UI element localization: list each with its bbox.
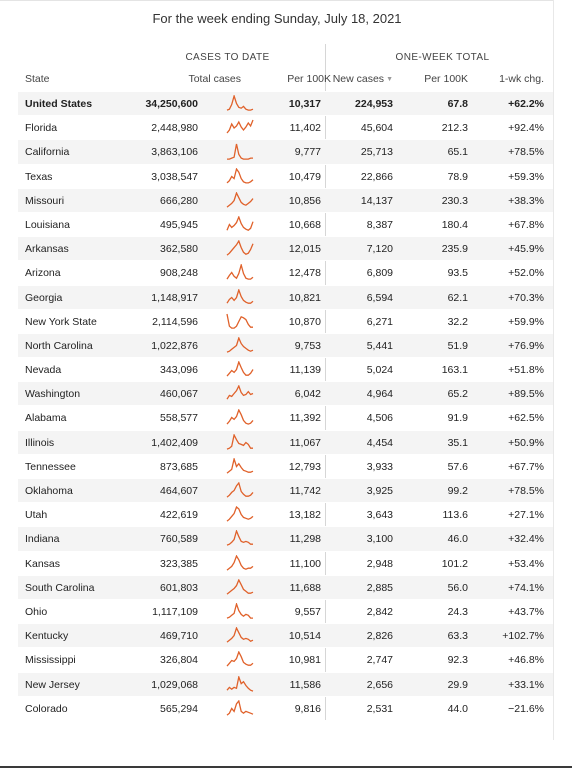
table-header [18,73,553,90]
sparkline-chart [226,627,254,645]
total-cases: 601,803 [160,581,198,594]
cases-per-100k: 11,586 [289,678,321,691]
total-cases: 362,580 [160,243,198,256]
header-new-cases-label: New cases [332,73,385,85]
table-row [18,115,553,139]
total-cases: 1,029,068 [151,678,198,691]
sparkline-series [227,531,253,545]
total-cases: 760,589 [160,533,198,546]
week-per-100k: 230.3 [441,194,468,207]
new-cases: 8,387 [366,218,393,231]
total-cases: 873,685 [160,460,198,473]
one-week-change: +45.9% [508,243,544,256]
one-week-change: +33.1% [508,678,544,691]
sparkline-chart [226,434,254,452]
sparkline-chart [226,337,254,355]
sparkline-chart [226,313,254,331]
new-cases: 2,656 [366,678,393,691]
one-week-change: +52.0% [508,267,544,280]
new-cases: 2,842 [366,605,393,618]
week-per-100k: 113.6 [442,509,468,522]
state-name: Oklahoma [25,485,73,497]
state-name: Colorado [25,702,68,715]
week-per-100k: 46.0 [447,533,468,546]
cases-per-100k: 13,182 [288,509,321,522]
sparkline-chart [226,676,254,694]
week-per-100k: 212.3 [441,122,468,135]
total-cases: 460,067 [160,388,198,401]
sparkline-series [227,628,253,642]
cases-per-100k: 9,777 [294,146,321,159]
total-cases: 323,385 [160,557,198,570]
new-cases: 2,948 [366,557,393,570]
week-per-100k: 163.1 [441,364,468,377]
state-name: Texas [25,170,53,183]
sparkline-series [227,410,253,424]
new-cases: 2,885 [366,581,393,594]
header-one-week-change[interactable]: 1-wk chg. [499,73,544,85]
sparkline-series [227,556,253,570]
cases-per-100k: 11,392 [289,412,321,425]
week-per-100k: 235.9 [441,243,468,256]
new-cases: 6,809 [366,267,393,280]
sparkline-series [227,604,253,618]
sparkline-chart [226,240,254,258]
group-header-one-week-total: ONE-WEEK TOTAL [395,52,490,63]
sparkline-series [227,483,253,497]
cases-per-100k: 9,753 [294,339,321,352]
cases-per-100k: 11,688 [289,581,321,594]
state-name: Kansas [25,557,61,570]
cases-per-100k: 10,870 [288,315,321,328]
week-per-100k: 63.3 [447,630,468,643]
sparkline-chart [226,700,254,718]
state-name: California [25,146,70,159]
cases-per-100k: 11,298 [289,533,321,546]
week-per-100k: 65.1 [447,146,468,159]
sparkline-series [227,459,253,473]
table-row [18,647,553,671]
total-cases: 1,402,409 [151,436,198,449]
sparkline-chart [226,603,254,621]
table-row [18,478,553,502]
cases-per-100k: 10,668 [288,218,321,231]
state-name: Florida [25,122,58,135]
sparkline-series [227,120,253,133]
table-row [18,188,553,212]
total-cases: 2,448,980 [151,122,198,135]
table-row [18,696,553,720]
cases-per-100k: 11,100 [289,557,321,570]
state-name: Arkansas [25,243,69,256]
table-row [18,623,553,647]
one-week-change: +78.5% [508,485,544,497]
one-week-change: +51.8% [508,364,544,377]
state-name: Georgia [25,291,63,304]
header-per-100k[interactable]: Per 100K [287,73,331,85]
group-header-cases-to-date: CASES TO DATE [185,52,270,63]
sort-descending-icon: ▼ [386,76,393,83]
total-cases: 1,022,876 [151,339,198,352]
sparkline-chart [226,264,254,282]
table-row [18,91,553,115]
new-cases: 4,454 [366,436,393,449]
sparkline-series [227,193,253,207]
header-state[interactable]: State [25,73,50,85]
state-name: South Carolina [25,581,95,594]
header-week-per-100k[interactable]: Per 100K [424,73,468,85]
one-week-change: +59.9% [508,315,544,328]
sparkline-series [227,580,253,594]
one-week-change: +70.3% [508,291,544,304]
table-row [18,309,553,333]
sparkline-series [227,362,253,376]
sparkline-series [227,338,253,352]
total-cases: 3,038,547 [151,170,198,183]
week-per-100k: 32.2 [447,315,468,328]
week-per-100k: 51.9 [447,339,468,352]
one-week-change: +59.3% [508,170,544,183]
state-name: Arizona [25,267,61,280]
sparkline-chart [226,168,254,186]
total-cases: 34,250,600 [145,98,198,110]
cases-per-100k: 10,514 [288,630,321,643]
table-row [18,285,553,309]
table-row [18,672,553,696]
table-row [18,260,553,284]
total-cases: 1,117,109 [152,605,198,618]
new-cases: 6,271 [366,315,393,328]
new-cases: 2,826 [366,630,393,643]
cases-per-100k: 11,742 [289,485,321,497]
sparkline-chart [226,119,254,137]
new-cases: 14,137 [360,194,393,207]
state-name: Mississippi [25,654,76,667]
state-name: Nevada [25,364,62,377]
week-per-100k: 24.3 [447,605,468,618]
total-cases: 3,863,106 [151,146,198,159]
state-name: Washington [25,388,81,401]
new-cases: 5,024 [366,364,393,377]
table-title: For the week ending Sunday, July 18, 2021 [152,11,402,26]
cases-per-100k: 11,067 [289,436,321,449]
cases-per-100k: 11,139 [289,364,321,377]
total-cases: 2,114,596 [152,315,198,328]
week-per-100k: 180.4 [441,218,468,231]
week-per-100k: 57.6 [447,460,468,473]
week-per-100k: 65.2 [447,388,468,401]
sparkline-series [227,386,253,399]
cases-per-100k: 10,317 [288,98,321,110]
week-per-100k: 29.9 [447,678,468,691]
total-cases: 464,607 [160,485,198,497]
new-cases: 3,925 [366,485,393,497]
week-per-100k: 78.9 [447,170,468,183]
sparkline-chart [226,458,254,476]
one-week-change: +32.4% [508,533,544,546]
total-cases: 326,804 [160,654,198,667]
new-cases: 4,506 [366,412,393,425]
table-row [18,212,553,236]
total-cases: 1,148,917 [151,291,198,304]
one-week-change: +27.1% [508,509,544,522]
total-cases: 666,280 [160,194,198,207]
cases-per-100k: 12,793 [288,460,321,473]
sparkline-series [227,241,253,255]
week-per-100k: 62.1 [447,291,468,304]
new-cases: 6,594 [366,291,393,304]
state-name: Kentucky [25,630,69,643]
week-per-100k: 67.8 [447,98,468,110]
sparkline-chart [226,289,254,307]
cases-per-100k: 12,015 [288,243,321,256]
sparkline-chart [226,192,254,210]
new-cases: 224,953 [355,98,393,110]
cases-per-100k: 9,816 [294,702,321,715]
new-cases: 4,964 [366,388,393,401]
cases-per-100k: 12,478 [288,267,321,280]
table-row [18,599,553,623]
week-per-100k: 92.3 [447,654,468,667]
week-per-100k: 99.2 [447,485,468,497]
sparkline-chart [226,385,254,403]
cases-per-100k: 10,856 [288,194,321,207]
table-row [18,430,553,454]
sparkline-series [227,701,253,715]
cases-per-100k: 10,479 [288,170,321,183]
week-per-100k: 44.0 [447,702,468,715]
top-rule [0,0,554,1]
one-week-change: +76.9% [508,339,544,352]
state-name: Utah [25,509,48,522]
table-row [18,405,553,429]
sparkline-chart [226,409,254,427]
one-week-change: +92.4% [508,122,544,135]
state-name: Alabama [25,412,67,425]
week-per-100k: 56.0 [447,581,468,594]
new-cases: 22,866 [360,170,393,183]
one-week-change: +102.7% [502,630,544,643]
one-week-change: +53.4% [508,557,544,570]
cases-per-100k: 9,557 [294,605,321,618]
one-week-change: +38.3% [508,194,544,207]
total-cases: 495,945 [160,218,198,231]
sparkline-series [227,217,253,230]
sparkline-chart [226,530,254,548]
one-week-change: −21.6% [508,702,544,715]
sparkline-chart [226,555,254,573]
one-week-change: +50.9% [508,436,544,449]
sparkline-chart [226,651,254,669]
state-name: Illinois [25,436,55,449]
one-week-change: +89.5% [508,388,544,401]
state-name: United States [25,98,93,110]
sparkline-series [227,96,253,110]
sparkline-series [227,169,253,183]
state-name: North Carolina [25,339,93,352]
new-cases: 2,531 [366,702,393,715]
sparkline-series [227,290,253,303]
week-per-100k: 101.2 [441,557,468,570]
header-total-cases[interactable]: Total cases [188,73,241,85]
new-cases: 3,933 [366,460,393,473]
total-cases: 565,294 [160,702,198,715]
state-name: Louisiana [25,218,70,231]
table-row [18,236,553,260]
one-week-change: +67.8% [508,218,544,231]
one-week-change: +67.7% [508,460,544,473]
sparkline-chart [226,143,254,161]
table-row [18,381,553,405]
cases-per-100k: 11,402 [289,122,321,135]
table-row [18,333,553,357]
sparkline-series [227,144,253,159]
state-name: Indiana [25,533,60,546]
one-week-change: +78.5% [508,146,544,159]
table-row [18,357,553,381]
one-week-change: +46.8% [508,654,544,667]
week-per-100k: 91.9 [447,412,468,425]
one-week-change: +74.1% [508,581,544,594]
one-week-change: +62.5% [508,412,544,425]
state-name: New Jersey [25,678,80,691]
one-week-change: +62.2% [508,98,544,110]
sparkline-chart [226,506,254,524]
total-cases: 469,710 [160,630,198,643]
total-cases: 908,248 [160,267,198,280]
new-cases: 5,441 [366,339,393,352]
week-per-100k: 35.1 [447,436,468,449]
cases-per-100k: 10,821 [288,291,321,304]
state-name: Missouri [25,194,65,207]
table-row [18,502,553,526]
sparkline-series [227,677,253,691]
total-cases: 422,619 [160,509,198,522]
right-rule [553,0,554,740]
state-name: New York State [25,315,97,328]
sparkline-series [227,314,253,328]
sparkline-chart [226,95,254,113]
new-cases: 2,747 [366,654,393,667]
new-cases: 3,100 [366,533,393,546]
new-cases: 25,713 [360,146,393,159]
table-row [18,575,553,599]
table-row [18,454,553,478]
new-cases: 7,120 [366,243,393,256]
new-cases: 45,604 [360,122,393,135]
cases-per-100k: 10,981 [288,654,321,667]
sparkline-series [227,652,253,666]
table-row [18,551,553,575]
sparkline-series [227,265,253,279]
new-cases: 3,643 [366,509,393,522]
table-body [18,91,553,720]
one-week-change: +43.7% [508,605,544,618]
state-name: Tennessee [25,460,76,473]
sparkline-chart [226,361,254,379]
table-row [18,139,553,163]
sparkline-series [227,435,253,449]
week-per-100k: 93.5 [447,267,468,280]
sparkline-chart [226,579,254,597]
sparkline-chart [226,482,254,500]
header-new-cases[interactable] [333,73,393,85]
total-cases: 343,096 [160,364,198,377]
state-name: Ohio [25,605,48,618]
cases-per-100k: 6,042 [294,388,321,401]
sparkline-series [227,507,253,521]
sparkline-chart [226,216,254,234]
table-row [18,526,553,550]
table-row [18,164,553,188]
total-cases: 558,577 [160,412,198,425]
